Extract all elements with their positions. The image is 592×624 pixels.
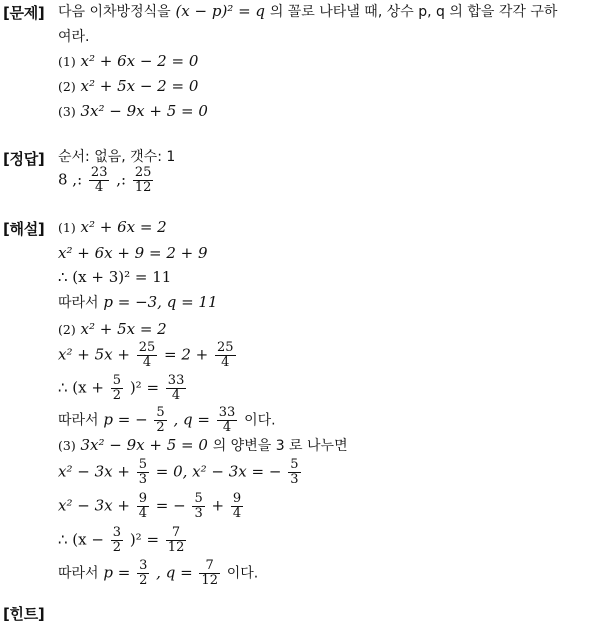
intro-text-post: 의 꼴로 나타낼 때, 상수 p, q 의 합을 각각 구하	[269, 4, 558, 20]
item-number: (3)	[58, 104, 76, 119]
answer-line-1: 순서: 없음, 갯수: 1	[58, 149, 176, 165]
item-number: (2)	[58, 79, 76, 94]
answer-separator: ,:	[116, 170, 127, 189]
answer-label: [정답]	[3, 150, 45, 168]
solution-1-conclusion: 따라서 p = −3, q = 11	[58, 293, 218, 311]
problem-intro-cont: 여라.	[58, 29, 90, 45]
item-equation: x² + 5x − 2 = 0	[80, 77, 199, 95]
problem-item-2	[58, 77, 198, 96]
problem-label: [문제]	[3, 4, 45, 22]
solution-2-step3: ∴ (x + $\frac{5}{2}$ )² = $\frac{33}{4}$	[58, 373, 185, 403]
problem-item-1	[58, 52, 198, 71]
solution-1-step3: ∴ (x + 3)² = 11	[58, 268, 172, 286]
intro-equation: (x − p)² = q	[175, 2, 266, 20]
intro-text: 다음 이차방정식을	[58, 4, 171, 20]
answer-fraction-2: $\frac{25}{12}$	[134, 165, 152, 195]
solution-3-eq: (3) 3x² − 9x + 5 = 0 의 양변을 3 로 나누면	[58, 436, 348, 454]
solution-3-conclusion: 따라서 p = $\frac{3}{2}$ , q = $\frac{7}{12}$ 이다.	[58, 558, 259, 588]
solution-3-step2: x² − 3x + $\frac{5}{3}$ = 0, x² − 3x = − $\frac{5}{3}$	[58, 457, 299, 487]
answer-line-2	[58, 166, 155, 195]
item-number: (1)	[58, 54, 76, 69]
item-number: (3)	[58, 438, 76, 453]
hint-label: [힌트]	[3, 605, 45, 623]
item-equation: x² + 6x − 2 = 0	[80, 52, 199, 70]
problem-item-3	[58, 102, 208, 121]
problem-intro	[58, 2, 557, 21]
answer-fraction-1: $\frac{23}{4}$	[90, 165, 108, 195]
item-equation: 3x² − 9x + 5 = 0	[80, 102, 208, 120]
solution-2-eq: (2) x² + 5x = 2	[58, 320, 167, 338]
solution-1-eq: (1) x² + 6x = 2	[58, 218, 167, 236]
solution-3-step4: ∴ (x − $\frac{3}{2}$ )² = $\frac{7}{12}$	[58, 525, 185, 555]
item-number: (1)	[58, 220, 76, 235]
solution-2-step2: x² + 5x + $\frac{25}{4}$ = 2 + $\frac{25}{4}$	[58, 340, 234, 370]
solution-2-conclusion: 따라서 p = − $\frac{5}{2}$ , q = $\frac{33}{4}$ 이다.	[58, 405, 276, 435]
solution-label: [해설]	[3, 220, 45, 238]
solution-3-step3: x² − 3x + $\frac{9}{4}$ = − $\frac{5}{3}$ + $\frac{9}{4}$	[58, 491, 242, 521]
item-number: (2)	[58, 322, 76, 337]
solution-1-step2: x² + 6x + 9 = 2 + 9	[58, 244, 208, 262]
answer-prefix: 8 ,:	[58, 170, 83, 189]
